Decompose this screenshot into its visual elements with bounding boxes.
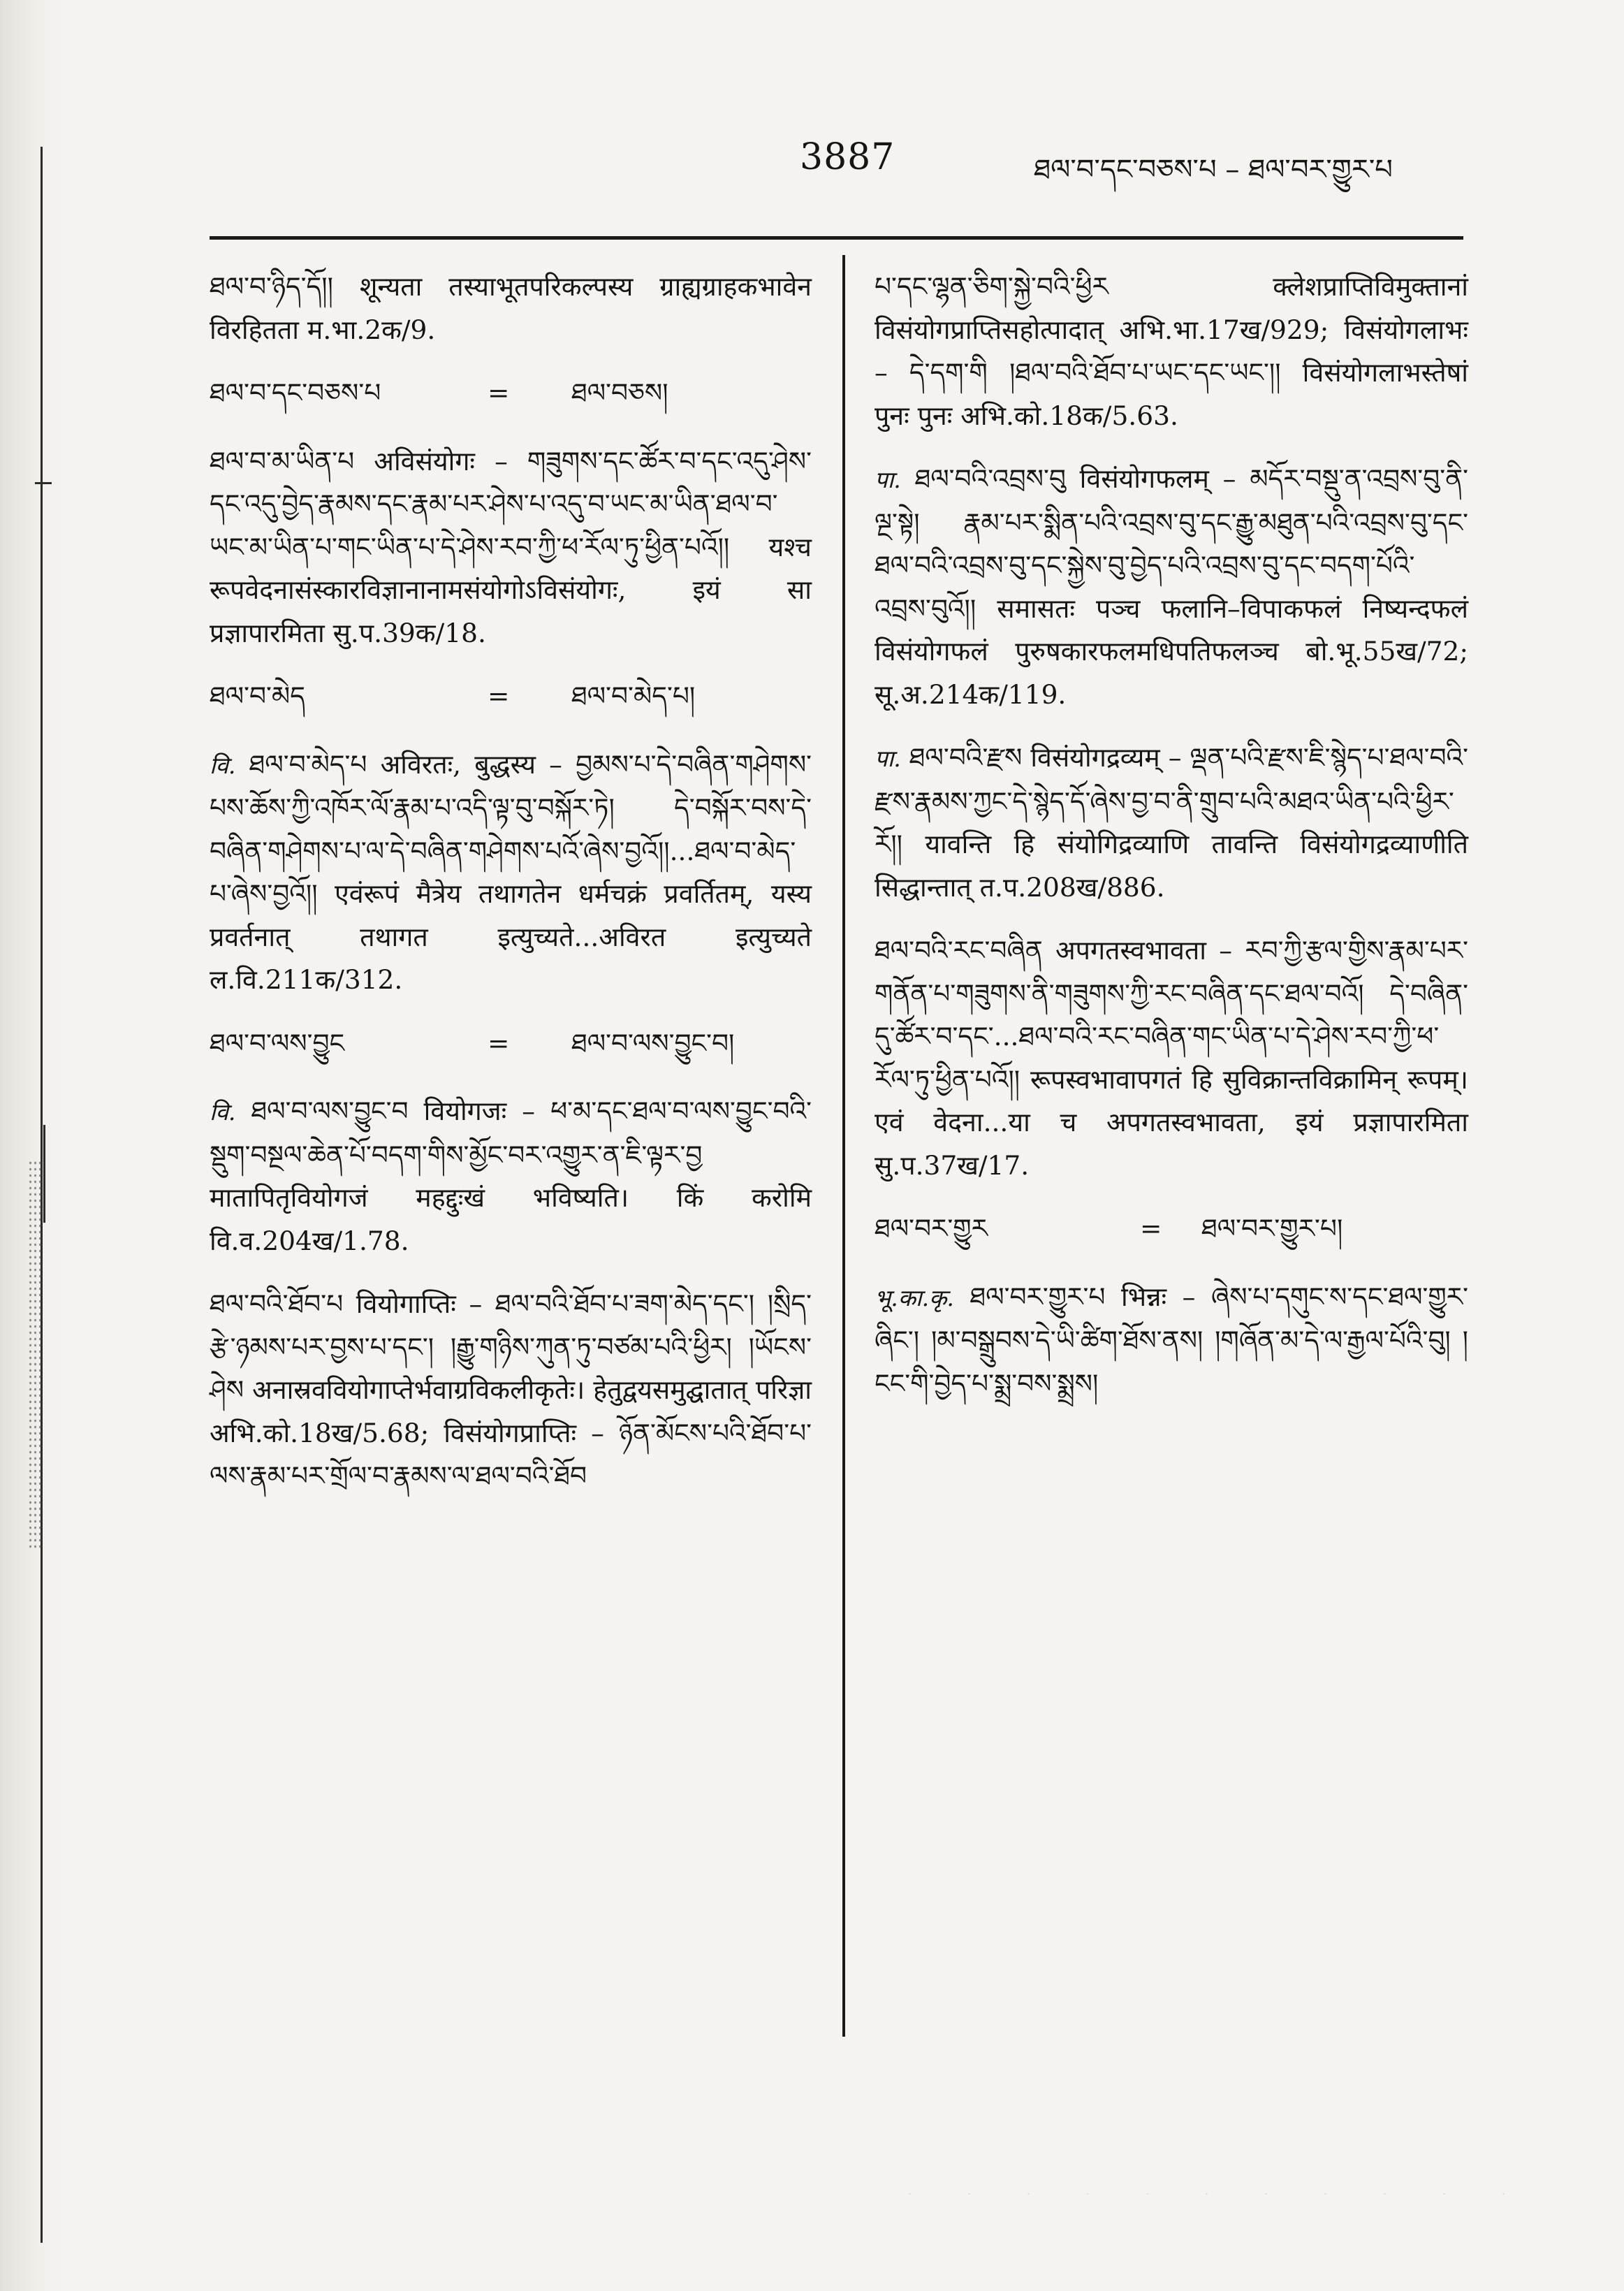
xref-equals: = bbox=[488, 681, 510, 711]
xref-equals: = bbox=[488, 1027, 510, 1059]
xref-target: ཐལ་བ་མེད་པ། bbox=[571, 681, 696, 711]
grammar-label: भू.का.कृ. bbox=[875, 1283, 954, 1311]
xref-target: ཐལ་བཅས། bbox=[571, 377, 668, 408]
running-head: ཐལ་བ་དང་བཅས་པ – ཐལ་བར་གྱུར་པ bbox=[1034, 154, 1393, 186]
xref-equals: = bbox=[1140, 1213, 1162, 1244]
entry-text: ཐལ་བ་ཉིད་དོ།། शून्यता तस्याभूतपरिकल्पस्य ग्राह्यग्राहकभावेन विरहितता म.भा.2क/9. bbox=[210, 271, 812, 345]
grammar-label: वि. bbox=[210, 751, 236, 779]
grammar-label: वि. bbox=[210, 1098, 236, 1126]
edge-tick bbox=[35, 482, 52, 484]
edge-tick bbox=[43, 1125, 45, 1223]
entry-text: ཐལ་བའི་རང་བཞིན अपगतस्वभावता – རབ་ཀྱི་རྩལ་གྱིས་རྣམ་པར་གནོན་པ་གཟུགས་ནི་གཟུགས་ཀྱི་རང་བཞིན་དང་ཐལ་བའོ། དེ་བཞིན་དུ་ཚོར་བ་དང་...ཐལ་བའི་རང་བཞིན་གང་ཡིན་པ་དེ་ཤེས་རབ་ཀྱི་ཕ་རོལ་ཏུ་ཕྱིན་པའོ།། रूपस्वभावापगतं हि सुविक्रान्तविक्रामिन् रूपम्। एवं वेदना...या च अपगतस्वभावता, इयं प्रज्ञापारमिता सु.प.37ख/17. bbox=[875, 935, 1468, 1181]
entry-text: ཐལ་བ་ལས་བྱུང་བ वियोगजः – ཕ་མ་དང་ཐལ་བ་ལས་བྱུང་བའི་སྡུག་བསྔལ་ཆེན་པོ་བདག་གིས་མྱོང་བར་འགྱུར་ན་ཇི་ལྟར་བྱ मातापितृवियोगजं महद्दुःखं भविष्यति। किं करोमि वि.व.204ख/1.78. bbox=[210, 1096, 812, 1256]
column-divider bbox=[842, 255, 845, 2037]
dictionary-entry bbox=[875, 458, 1468, 716]
grammar-label: पा. bbox=[875, 745, 901, 772]
cross-reference bbox=[875, 1207, 1468, 1251]
entry-text: པ་དང་ལྷན་ཅིག་སྐྱེ་བའི་ཕྱིར क्लेशप्राप्तिविमुक्तानां विसंयोगप्राप्तिसहोत्पादात् अभि.भा.17ख/929; विसंयोगलाभः – དེ་དག་གི །ཐལ་བའི་ཐོབ་པ་ཡང་དང་ཡང་།། विसंयोगलाभस्तेषां पुनः पुनः अभि.को.18क/5.63. bbox=[875, 271, 1468, 431]
cross-reference bbox=[210, 675, 812, 718]
entry-text: ཐལ་བར་གྱུར་པ भिन्नः – ཞེས་པ་དགུང་ས་དང་ཐལ་གྱུར་ཞིང་། །མ་བསྒྲུབས་དེ་ཡི་ཚིག་ཐོས་ནས། །གཞོན་མ་དེ་ལ་རྒྱལ་པོའི་བུ། །ངང་གི་བྱེད་པ་སྨྲ་བས་སྨྲས། bbox=[875, 1281, 1469, 1399]
scan-specks bbox=[880, 2187, 1509, 2201]
entry-text: ཐལ་བའི་ཐོབ་པ वियोगाप्तिः – ཐལ་བའི་ཐོབ་པ་ཟག་མེད་དང་། །སྲིད་རྩེ་ཉམས་པར་བྱས་པ་དང་། །རྒྱུ་གཉིས་ཀུན་ཏུ་བཙམ་པའི་ཕྱིར། །ཡོངས་ཤེས अनास्रववियोगाप्तेर्भवाग्रविकलीकृतेः। हेतुद्वयसमुद्घातात् परिज्ञा अभि.को.18ख/5.68; विसंयोगप्राप्तिः – ཉོན་མོངས་པའི་ཐོབ་པ་ལས་རྣམ་པར་གྲོལ་བ་རྣམས་ལ་ཐལ་བའི་ཐོབ bbox=[210, 1288, 812, 1491]
xref-equals: = bbox=[488, 377, 510, 408]
cross-reference bbox=[210, 372, 812, 415]
page-number: 3887 bbox=[800, 136, 895, 178]
edge-speckles bbox=[28, 1160, 42, 1551]
xref-target: ཐལ་བར་གྱུར་པ། bbox=[1201, 1213, 1343, 1244]
dictionary-entry bbox=[210, 266, 812, 351]
scan-edge bbox=[0, 0, 63, 2291]
dictionary-entry bbox=[875, 1276, 1468, 1406]
cross-reference bbox=[210, 1022, 812, 1066]
entry-text: ཐལ་བའི་རྫས विसंयोगद्रव्यम् – ལྡན་པའི་རྫས་ཇི་སྙེད་པ་ཐལ་བའི་རྫས་རྣམས་ཀྱང་དེ་སྙེད་དོ་ཞེས་བྱ་བ་ནི་གྲུབ་པའི་མཐའ་ཡིན་པའི་ཕྱིར་རོ།། यावन्ति हि संयोगिद्रव्याणि तावन्ति विसंयोगद्रव्याणीति सिद्धान्तात् त.प.208ख/886. bbox=[875, 742, 1468, 903]
entry-text: ཐལ་བ་མ་ཡིན་པ अविसंयोगः – གཟུགས་དང་ཚོར་བ་དང་འདུ་ཤེས་དང་འདུ་བྱེད་རྣམས་དང་རྣམ་པར་ཤེས་པ་འདུ་བ་ཡང་མ་ཡིན་ཐལ་བ་ཡང་མ་ཡིན་པ་གང་ཡིན་པ་དེ་ཤེས་རབ་ཀྱི་ཕ་རོལ་ཏུ་ཕྱིན་པའོ།། यश्च रूपवेदनासंस्कारविज्ञानानामसंयोगोऽविसंयोगः, इयं सा प्रज्ञापारमिता सु.प.39क/18. bbox=[210, 445, 812, 648]
xref-headword: ཐལ་བ་དང་བཅས་པ bbox=[210, 377, 381, 408]
header-rule bbox=[210, 236, 1463, 240]
grammar-label: पा. bbox=[875, 466, 901, 493]
xref-target: ཐལ་བ་ལས་བྱུང་བ། bbox=[571, 1027, 735, 1059]
dictionary-entry bbox=[210, 440, 812, 655]
dictionary-entry bbox=[210, 743, 812, 1002]
xref-headword: ཐལ་བ་མེད bbox=[210, 681, 305, 711]
page-header bbox=[0, 129, 1624, 192]
xref-headword: ཐལ་བར་གྱུར bbox=[875, 1213, 988, 1244]
left-column bbox=[210, 266, 812, 1518]
dictionary-entry bbox=[210, 1090, 812, 1263]
dictionary-entry bbox=[875, 929, 1468, 1187]
dictionary-entry bbox=[875, 736, 1468, 909]
dictionary-entry bbox=[875, 266, 1468, 437]
entry-text: ཐལ་བ་མེད་པ अविरतः, बुद्धस्य – བྱམས་པ་དེ་བཞིན་གཤེགས་པས་ཆོས་ཀྱི་འཁོར་ལོ་རྣམ་པ་འདི་ལྟ་བུ་བསྐོར་ཏེ། དེ་བསྐོར་བས་དེ་བཞིན་གཤེགས་པ་ལ་དེ་བཞིན་གཤེགས་པའོ་ཞེས་བྱའོ།།...ཐལ་བ་མེད་པ་ཞེས་བྱའོ།། एवंरूपं मैत्रेय तथागतेन धर्मचक्रं प्रवर्तितम्, यस्य प्रवर्तनात् तथागत इत्युच्यते...अविरत इत्युच्यते ल.वि.211क/312. bbox=[210, 748, 812, 995]
right-column bbox=[875, 266, 1468, 1425]
dictionary-entry bbox=[210, 1283, 812, 1498]
entry-text: ཐལ་བའི་འབྲས་བུ विसंयोगफलम् – མདོར་བསྡུ་ན་འབྲས་བུ་ནི་ལྔ་སྟེ། རྣམ་པར་སྨིན་པའི་འབྲས་བུ་དང་རྒྱུ་མཐུན་པའི་འབྲས་བུ་དང་ཐལ་བའི་འབྲས་བུ་དང་སྐྱེས་བུ་བྱེད་པའི་འབྲས་བུ་དང་བདག་པོའི་འབྲས་བུའོ།། समासतः पञ्च फलानि–विपाकफलं निष्यन्दफलं विसंयोगफलं पुरुषकारफलमधिपतिफलञ्च बो.भू.55ख/72; सू.अ.214क/119. bbox=[875, 463, 1468, 710]
xref-headword: ཐལ་བ་ལས་བྱུང bbox=[210, 1027, 345, 1059]
